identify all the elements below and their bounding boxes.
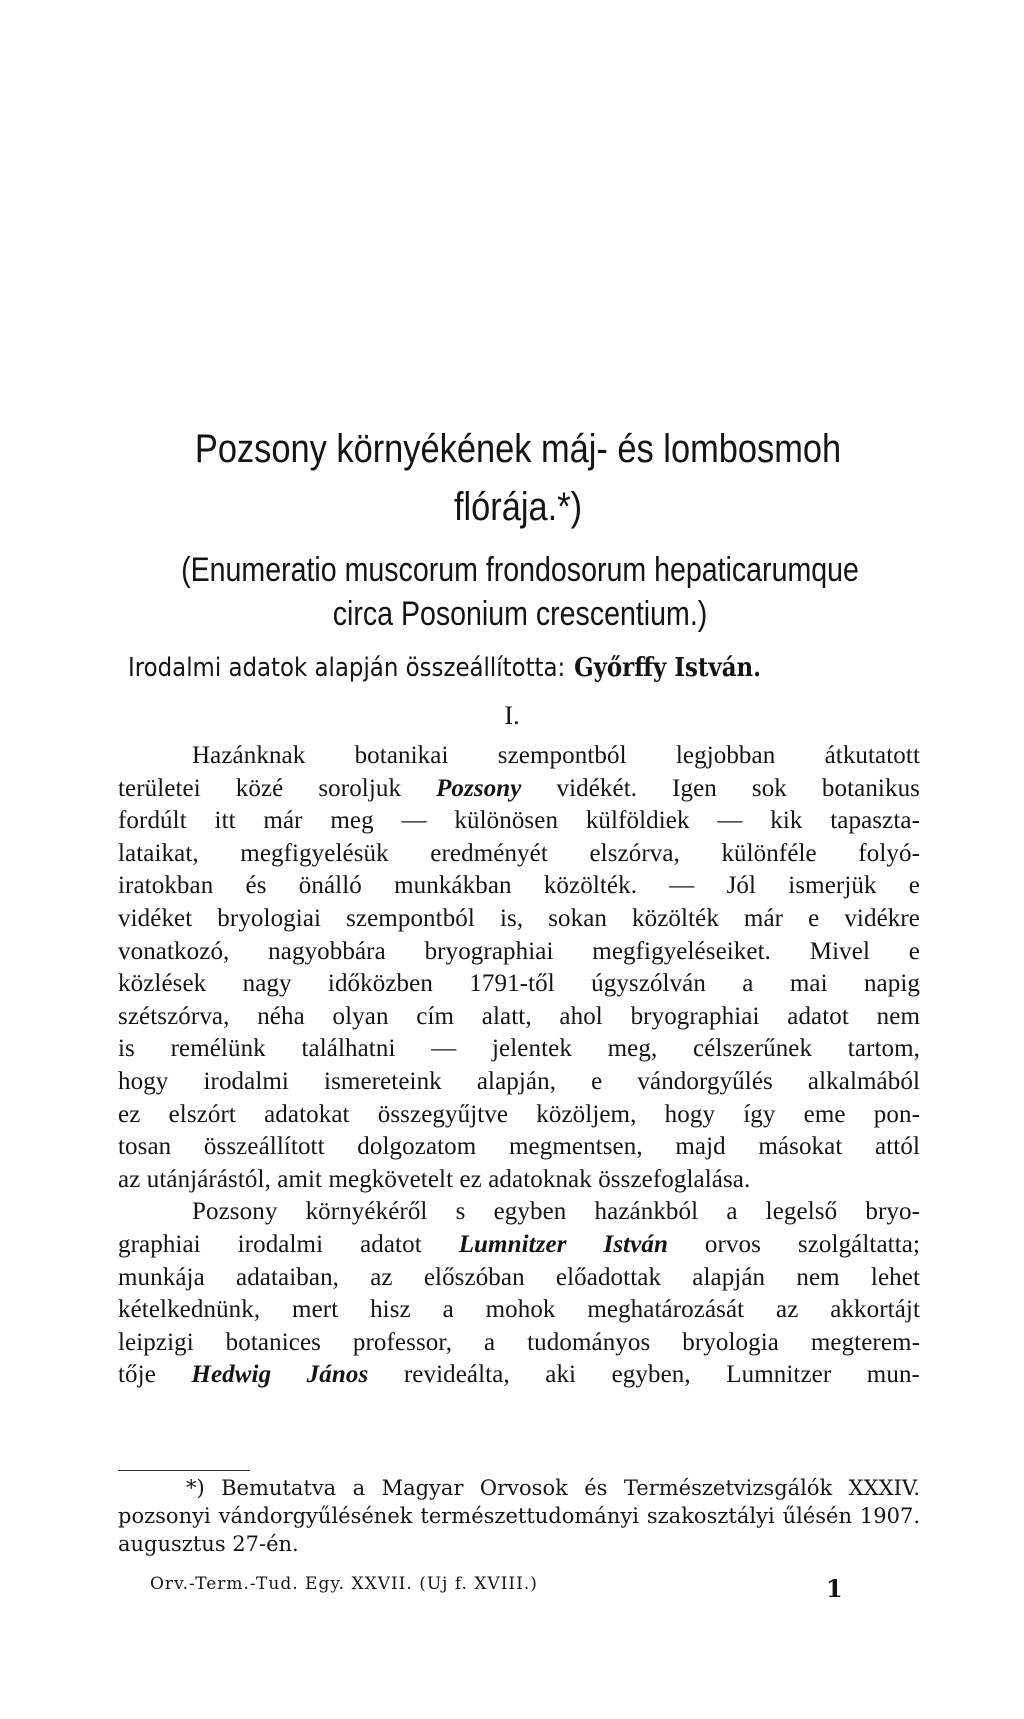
body-line: kételkednünk, mert hisz a mohok meghatározását az akkortájt bbox=[118, 1296, 920, 1324]
text-span: graphiai irodalmi adatot bbox=[118, 1230, 459, 1258]
body-line bbox=[118, 1359, 920, 1392]
page-number: 1 bbox=[826, 1574, 843, 1603]
footnote bbox=[118, 1474, 920, 1558]
text-span: orvos szolgáltatta; bbox=[668, 1230, 920, 1258]
place-name-italic: Pozsony bbox=[436, 774, 522, 802]
body-line: iratokban és önálló munkákban közölték. — Jól ismerjük e bbox=[118, 872, 920, 900]
text-span: területei közé soroljuk bbox=[118, 774, 437, 802]
body-text bbox=[118, 740, 920, 1392]
byline-prefix: Irodalmi adatok alapján összeállította: bbox=[128, 653, 566, 683]
body-line bbox=[118, 1229, 920, 1262]
text-span: revideálta, aki egyben, Lumnitzer mun- bbox=[368, 1361, 920, 1389]
body-line: az utánjárástól, amit megkövetelt ez adatoknak összefoglalása. bbox=[118, 1165, 751, 1193]
body-line: hogy irodalmi ismereteink alapján, e vándorgyűlés alkalmából bbox=[118, 1067, 920, 1095]
latin-subtitle-line-2: circa Posonium crescentium.) bbox=[332, 595, 708, 633]
page-title-line-1: Pozsony környékének máj- és lombosmoh bbox=[194, 427, 842, 471]
footnote-line: *) Bemutatva a Magyar Orvosok és Természetvizsgálók XXXIV. bbox=[186, 1476, 920, 1500]
footnote-line: pozsonyi vándorgyűlésének természettudományi szakosztályi űlésén 1907. bbox=[118, 1504, 920, 1528]
person-name-italic: Lumnitzer István bbox=[458, 1230, 668, 1258]
body-line: fordúlt itt már meg — különösen külföldiek — kik tapaszta- bbox=[118, 807, 920, 835]
body-line: vonatkozó, nagyobbára bryographiai megfigyeléseiket. Mivel e bbox=[118, 937, 920, 965]
person-name-italic: Hedwig János bbox=[191, 1361, 369, 1389]
author-name: Győrffy István. bbox=[574, 653, 762, 683]
latin-subtitle-line-1: (Enumeratio muscorum frondosorum hepaticarumque bbox=[181, 551, 859, 589]
body-line: vidéket bryologiai szempontból is, sokan közölték már e vidékre bbox=[118, 904, 920, 932]
text-span: vidékét. Igen sok botanikus bbox=[521, 774, 920, 802]
journal-footer: Orv.-Term.-Tud. Egy. XXVII. (Uj f. XVIII.) bbox=[150, 1574, 538, 1594]
body-line: lataikat, megfigyelésük eredményét elszórva, különféle folyó- bbox=[118, 839, 920, 867]
body-line: Pozsony környékéről s egyben hazánkból a legelső bryo- bbox=[192, 1198, 920, 1226]
body-line: leipzigi botanices professor, a tudományos bryologia megterem- bbox=[118, 1328, 920, 1356]
text-span: tője bbox=[118, 1361, 192, 1389]
body-line: közlések nagy időközben 1791-től úgyszólván a mai napig bbox=[118, 970, 920, 998]
body-line: ez elszórt adatokat összegyűjtve közöljem, hogy így eme pon- bbox=[118, 1100, 920, 1128]
body-line: szétszórva, néha olyan cím alatt, ahol bryographiai adatot nem bbox=[118, 1002, 920, 1030]
body-line: munkája adataiban, az előszóban előadottak alapján nem lehet bbox=[118, 1263, 920, 1291]
footnote-divider bbox=[118, 1470, 250, 1471]
body-line: tosan összeállított dolgozatom megmentsen, majd másokat attól bbox=[118, 1133, 920, 1161]
byline bbox=[128, 650, 823, 686]
footnote-line: augusztus 27-én. bbox=[118, 1532, 299, 1556]
body-line: Hazánknak botanikai szempontból legjobban átkutatott bbox=[192, 742, 920, 769]
section-number: I. bbox=[504, 701, 520, 730]
body-line: is remélünk találhatni — jelentek meg, célszerűnek tartom, bbox=[118, 1035, 920, 1063]
page-title-line-2: flórája.*) bbox=[453, 485, 583, 529]
body-line bbox=[118, 773, 920, 806]
